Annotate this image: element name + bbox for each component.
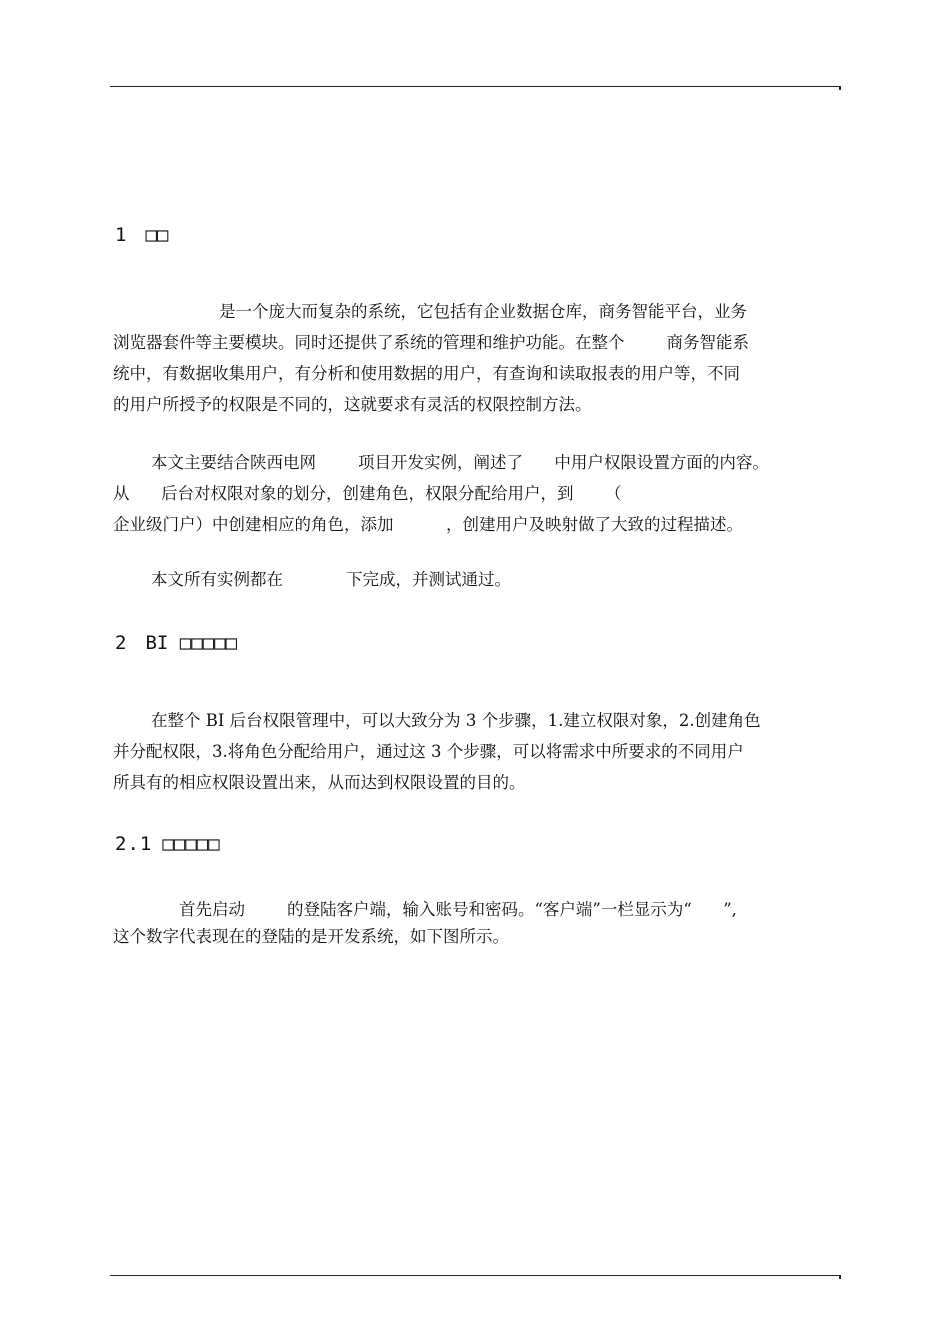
footer-rule-tick	[839, 1275, 841, 1279]
section-2-number: 2	[115, 632, 128, 654]
paragraph-line: 浏览器套件等主要模块。同时还提供了系统的管理和维护功能。在整个 商务智能系	[113, 333, 749, 352]
paragraph-line: 这个数字代表现在的登陆的是开发系统，如下图所示。	[113, 927, 509, 946]
header-rule	[110, 86, 840, 87]
footer-rule	[110, 1275, 840, 1276]
section-2-heading	[115, 631, 237, 655]
section-2-1-heading	[115, 832, 220, 856]
paragraph-line: 并分配权限，3.将角色分配给用户，通过这 3 个步骤，可以将需求中所要求的不同用户	[113, 742, 744, 761]
paragraph-line: 的用户所授予的权限是不同的，这就要求有灵活的权限控制方法。	[113, 395, 592, 414]
paragraph-line: 所具有的相应权限设置出来，从而达到权限设置的目的。	[113, 773, 526, 792]
paragraph-line: 在整个 BI 后台权限管理中，可以大致分为 3 个步骤，1.建立权限对象，2.创建角色	[151, 711, 761, 730]
paragraph-login	[113, 896, 837, 950]
section-2-1-title: □□□□□	[162, 833, 220, 855]
section-2-1-number: 2.1	[115, 833, 153, 855]
paragraph-line: 统中，有数据收集用户，有分析和使用数据的用户，有查询和读取报表的用户等，不同	[113, 364, 740, 383]
paragraph-line: 是一个庞大而复杂的系统，它包括有企业数据仓库，商务智能平台，业务	[219, 302, 747, 321]
section-1-heading	[115, 223, 168, 247]
paragraph-line: 企业级门户）中创建相应的角色，添加 ，创建用户及映射做了大致的过程描述。	[113, 515, 743, 534]
paragraph-scope	[113, 447, 837, 540]
paragraph-line: 首先启动 的登陆客户端，输入账号和密码。“客户端”一栏显示为“ ”,	[179, 900, 737, 919]
paragraph-line: 本文主要结合陕西电网 项目开发实例，阐述了 中用户权限设置方面的内容。	[151, 453, 769, 472]
header-rule-tick	[839, 86, 841, 90]
paragraph-line: 本文所有实例都在 下完成，并测试通过。	[151, 570, 511, 589]
paragraph-intro	[113, 296, 837, 420]
section-2-title: BI □□□□□	[145, 632, 237, 654]
section-1-number: 1	[115, 224, 128, 246]
paragraph-line: 从 后台对权限对象的划分，创建角色，权限分配给用户，到 （	[113, 484, 622, 503]
section-1-title: □□	[145, 224, 169, 246]
paragraph-environment	[113, 564, 837, 595]
paragraph-steps	[113, 705, 837, 798]
